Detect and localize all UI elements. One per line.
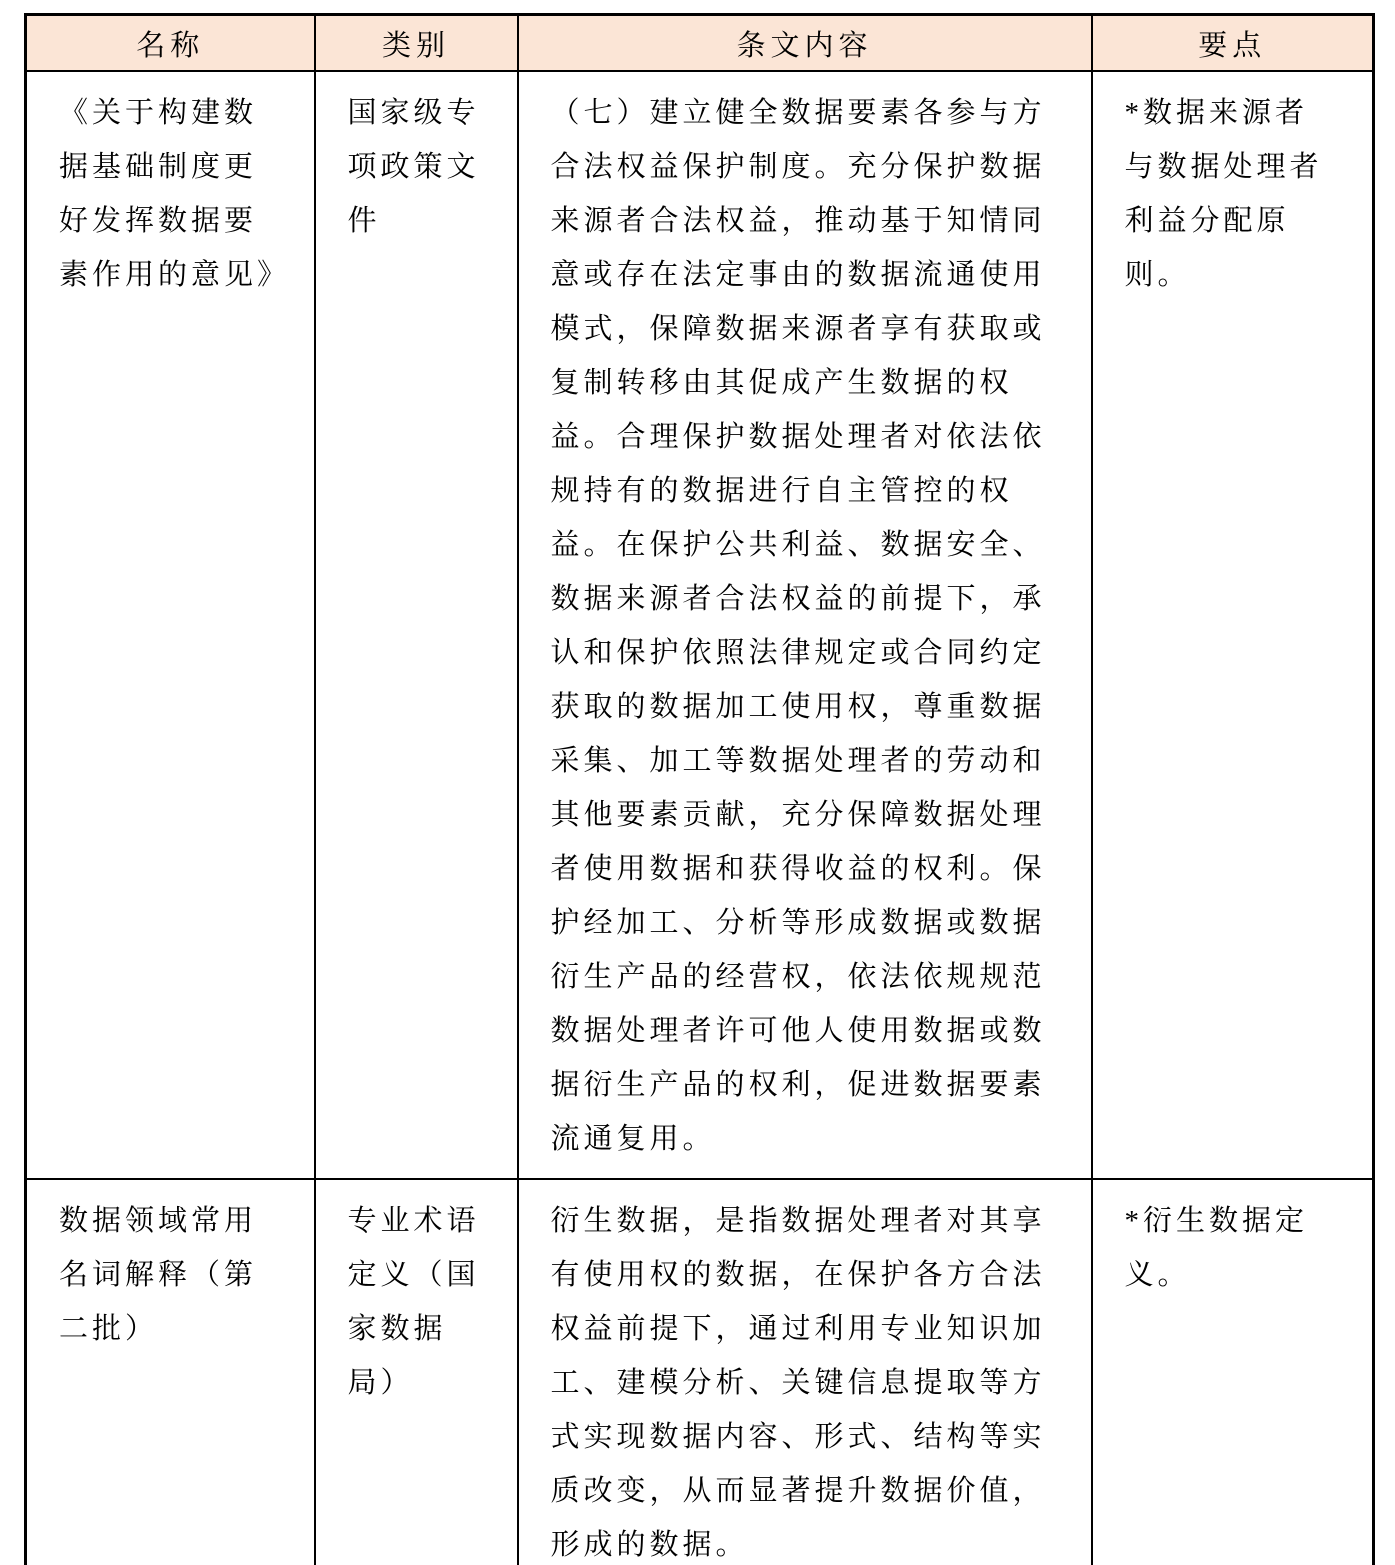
header-cell-keypoint: 要点 xyxy=(1092,15,1374,72)
table-row xyxy=(26,1179,1374,1565)
cell-name: 《关于构建数据基础制度更好发挥数据要素作用的意见》 xyxy=(26,71,315,1179)
policy-table xyxy=(24,13,1375,1565)
table-row xyxy=(26,71,1374,1179)
cell-category: 专业术语定义（国家数据局） xyxy=(315,1179,518,1565)
cell-keypoint: *衍生数据定义。 xyxy=(1092,1179,1374,1565)
cell-name: 数据领域常用名词解释（第二批） xyxy=(26,1179,315,1565)
table-header-row xyxy=(26,15,1374,72)
cell-content: （七）建立健全数据要素各参与方合法权益保护制度。充分保护数据来源者合法权益，推动基于知情同意或存在法定事由的数据流通使用模式，保障数据来源者享有获取或复制转移由其促成产生数据的权益。合理保护数据处理者对依法依规持有的数据进行自主管控的权益。在保护公共利益、数据安全、数据来源者合法权益的前提下，承认和保护依照法律规定或合同约定获取的数据加工使用权，尊重数据采集、加工等数据处理者的劳动和其他要素贡献，充分保障数据处理者使用数据和获得收益的权利。保护经加工、分析等形成数据或数据衍生产品的经营权，依法依规规范数据处理者许可他人使用数据或数据衍生产品的权利，促进数据要素流通复用。 xyxy=(518,71,1092,1179)
header-cell-category: 类别 xyxy=(315,15,518,72)
header-cell-name: 名称 xyxy=(26,15,315,72)
cell-content: 衍生数据，是指数据处理者对其享有使用权的数据，在保护各方合法权益前提下，通过利用专业知识加工、建模分析、关键信息提取等方式实现数据内容、形式、结构等实质改变，从而显著提升数据价值，形成的数据。 xyxy=(518,1179,1092,1565)
cell-category: 国家级专项政策文件 xyxy=(315,71,518,1179)
header-cell-content: 条文内容 xyxy=(518,15,1092,72)
cell-keypoint: *数据来源者与数据处理者利益分配原则。 xyxy=(1092,71,1374,1179)
